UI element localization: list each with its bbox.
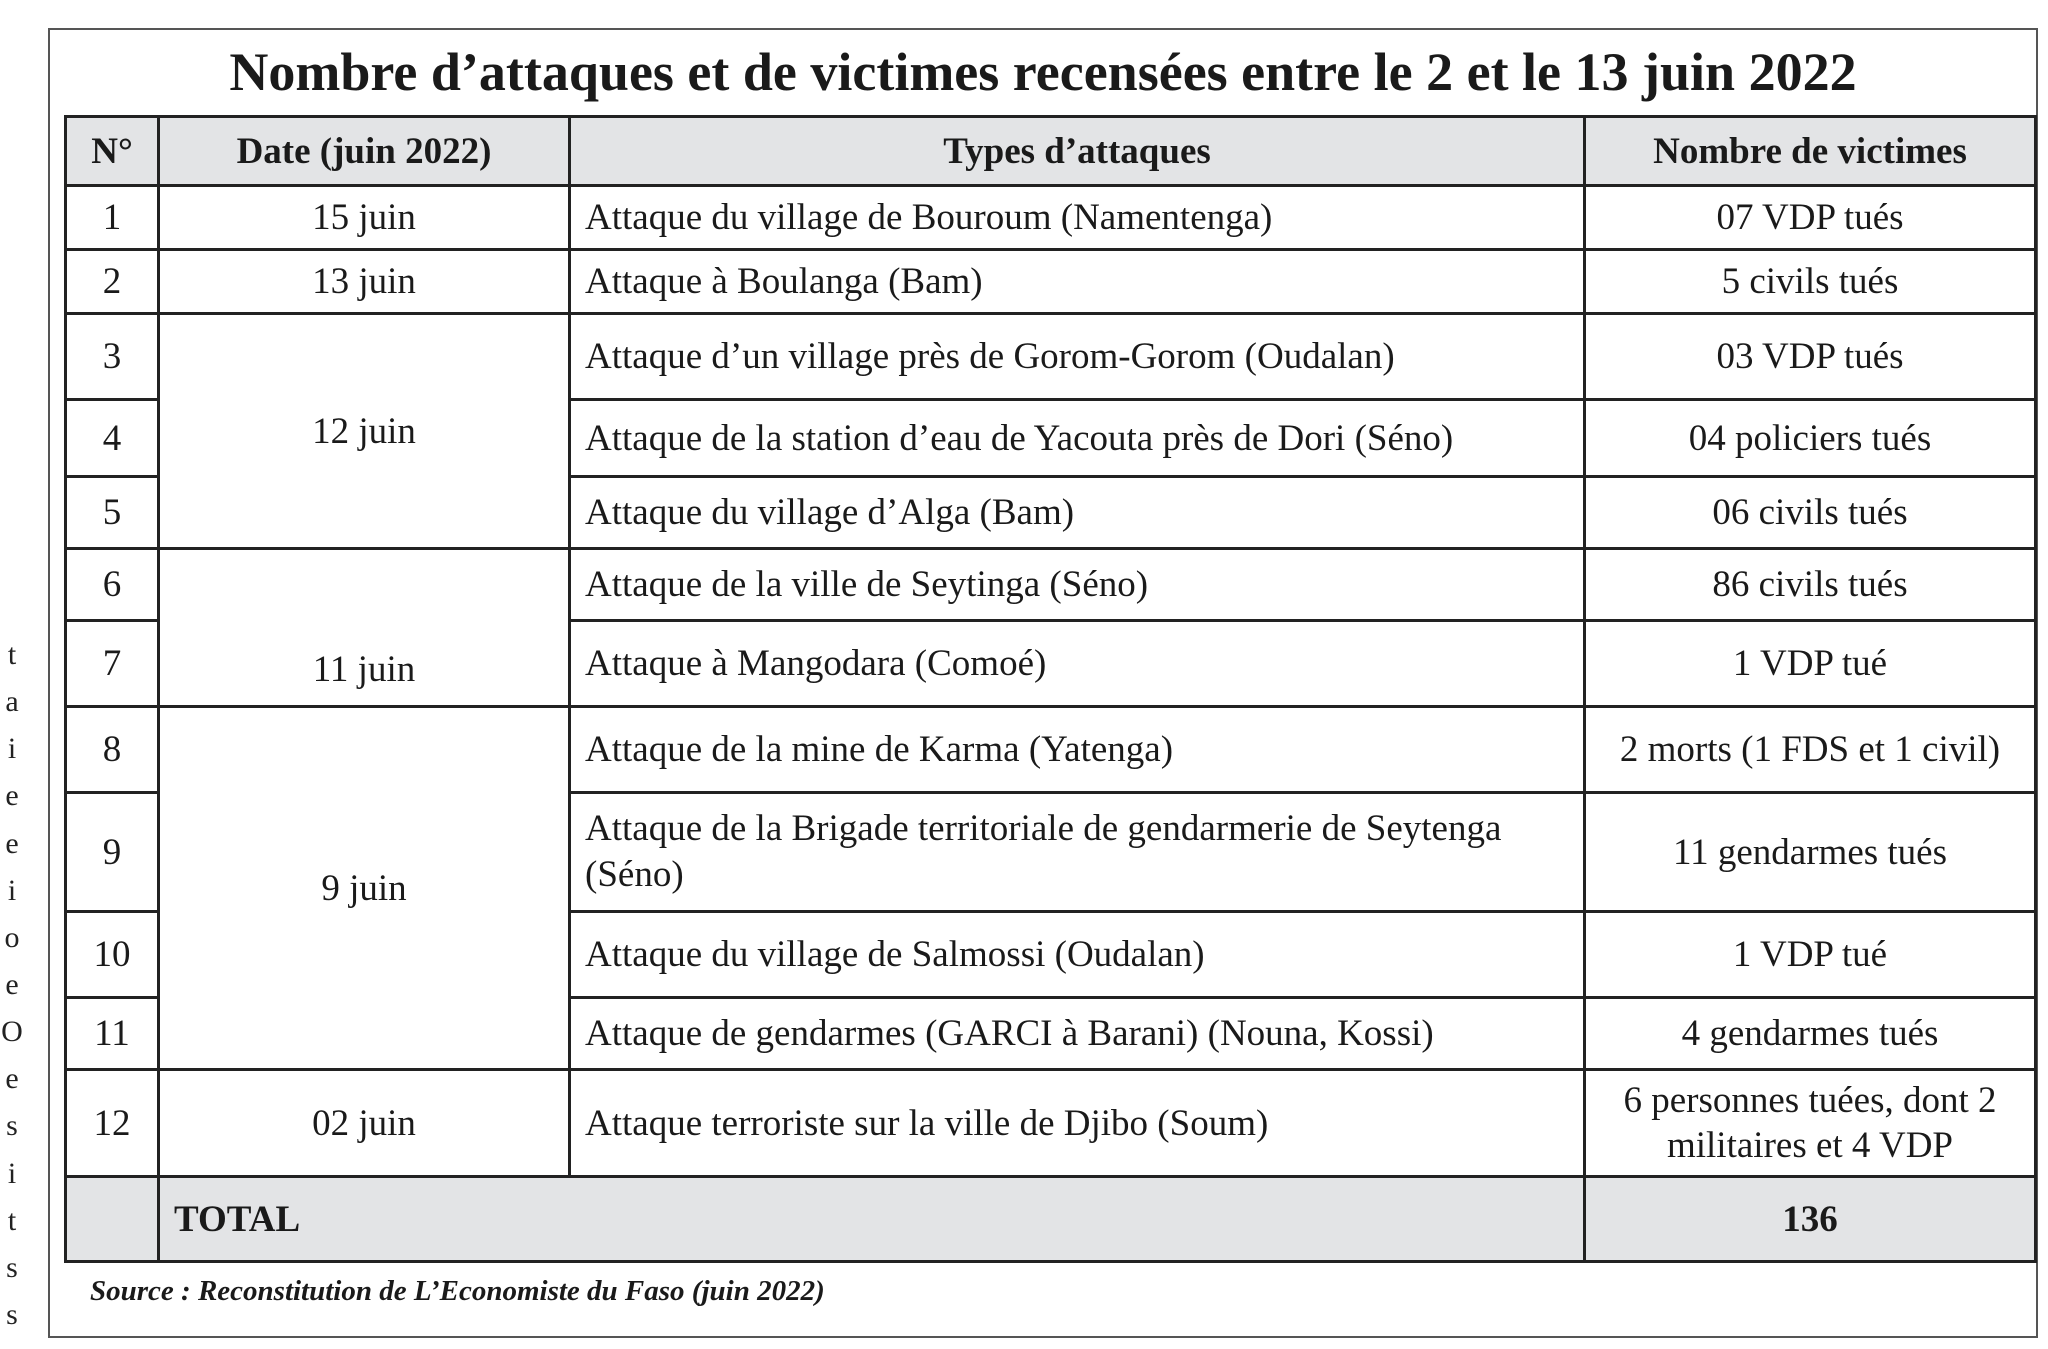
table-row: [66, 1070, 2036, 1177]
row-number: 11: [66, 998, 159, 1070]
side-text-column: [2, 640, 22, 1330]
row-attack-type: Attaque du village de Salmossi (Oudalan): [570, 912, 1585, 998]
row-number: 10: [66, 912, 159, 998]
row-victims: 1 VDP tué: [1585, 621, 2036, 707]
row-number: 6: [66, 549, 159, 621]
row-date: 02 juin: [159, 1070, 570, 1177]
row-attack-type: Attaque du village d’Alga (Bam): [570, 477, 1585, 549]
row-date: 12 juin: [159, 314, 570, 549]
row-attack-type: Attaque à Mangodara (Comoé): [570, 621, 1585, 707]
header-row: [66, 117, 2036, 186]
row-victims: 07 VDP tués: [1585, 186, 2036, 250]
row-number: 3: [66, 314, 159, 400]
side-letter: s: [6, 1109, 18, 1143]
row-number: 12: [66, 1070, 159, 1177]
side-letter: o: [4, 920, 20, 954]
row-attack-type: Attaque de gendarmes (GARCI à Barani) (Nouna, Kossi): [570, 998, 1585, 1070]
side-letter: e: [5, 779, 19, 813]
row-date: 11 juin: [159, 549, 570, 707]
row-date: 9 juin: [159, 707, 570, 1070]
side-letter: e: [5, 967, 19, 1001]
side-letter: s: [6, 1297, 18, 1331]
row-number: 8: [66, 707, 159, 793]
total-label: TOTAL: [159, 1177, 1585, 1262]
row-attack-type: Attaque de la Brigade territoriale de gendarmerie de Seytenga (Séno): [570, 793, 1585, 912]
side-letter: O: [1, 1015, 23, 1049]
row-victims: 04 policiers tués: [1585, 400, 2036, 477]
attacks-table: [64, 115, 2037, 1263]
side-letter: i: [7, 1156, 17, 1190]
table-title: Nombre d’attaques et de victimes recensées entre le 2 et le 13 juin 2022: [229, 42, 1857, 102]
row-victims: 03 VDP tués: [1585, 314, 2036, 400]
row-attack-type: Attaque de la station d’eau de Yacouta près de Dori (Séno): [570, 400, 1585, 477]
side-letter: e: [5, 1062, 19, 1096]
row-victims: 11 gendarmes tués: [1585, 793, 2036, 912]
table-row: [66, 707, 2036, 793]
row-attack-type: Attaque de la mine de Karma (Yatenga): [570, 707, 1585, 793]
row-attack-type: Attaque d’un village près de Gorom-Gorom (Oudalan): [570, 314, 1585, 400]
side-letter: e: [5, 826, 19, 860]
header-number: N°: [66, 117, 159, 186]
row-attack-type: Attaque terroriste sur la ville de Djibo (Soum): [570, 1070, 1585, 1177]
table-row: [66, 186, 2036, 250]
side-letter: i: [7, 873, 17, 907]
table-row: [66, 549, 2036, 621]
header-attack-type: Types d’attaques: [570, 117, 1585, 186]
row-victims: 4 gendarmes tués: [1585, 998, 2036, 1070]
table-row: [66, 314, 2036, 400]
row-number: 7: [66, 621, 159, 707]
side-letter: t: [7, 1203, 17, 1237]
row-victims: 86 civils tués: [1585, 549, 2036, 621]
total-row: [66, 1177, 2036, 1262]
row-date: 15 juin: [159, 186, 570, 250]
total-value: 136: [1585, 1177, 2036, 1262]
row-attack-type: Attaque du village de Bouroum (Namentenga): [570, 186, 1585, 250]
side-letter: a: [5, 685, 19, 719]
row-number: 1: [66, 186, 159, 250]
row-victims: 2 morts (1 FDS et 1 civil): [1585, 707, 2036, 793]
row-victims: 06 civils tués: [1585, 477, 2036, 549]
side-letter: s: [6, 1250, 18, 1284]
row-attack-type: Attaque de la ville de Seytinga (Séno): [570, 549, 1585, 621]
header-date: Date (juin 2022): [159, 117, 570, 186]
source-note: Source : Reconstitution de L’Economiste du Faso (juin 2022): [90, 1275, 825, 1307]
side-letter: i: [7, 732, 17, 766]
row-victims: 5 civils tués: [1585, 250, 2036, 314]
row-number: 4: [66, 400, 159, 477]
row-victims: 1 VDP tué: [1585, 912, 2036, 998]
row-number: 9: [66, 793, 159, 912]
row-victims: 6 personnes tuées, dont 2 militaires et 4 VDP: [1585, 1070, 2036, 1177]
header-victims: Nombre de victimes: [1585, 117, 2036, 186]
row-number: 2: [66, 250, 159, 314]
row-attack-type: Attaque à Boulanga (Bam): [570, 250, 1585, 314]
row-number: 5: [66, 477, 159, 549]
table-row: [66, 250, 2036, 314]
row-date: 13 juin: [159, 250, 570, 314]
side-letter: t: [7, 638, 17, 671]
total-blank-cell: [66, 1177, 159, 1262]
